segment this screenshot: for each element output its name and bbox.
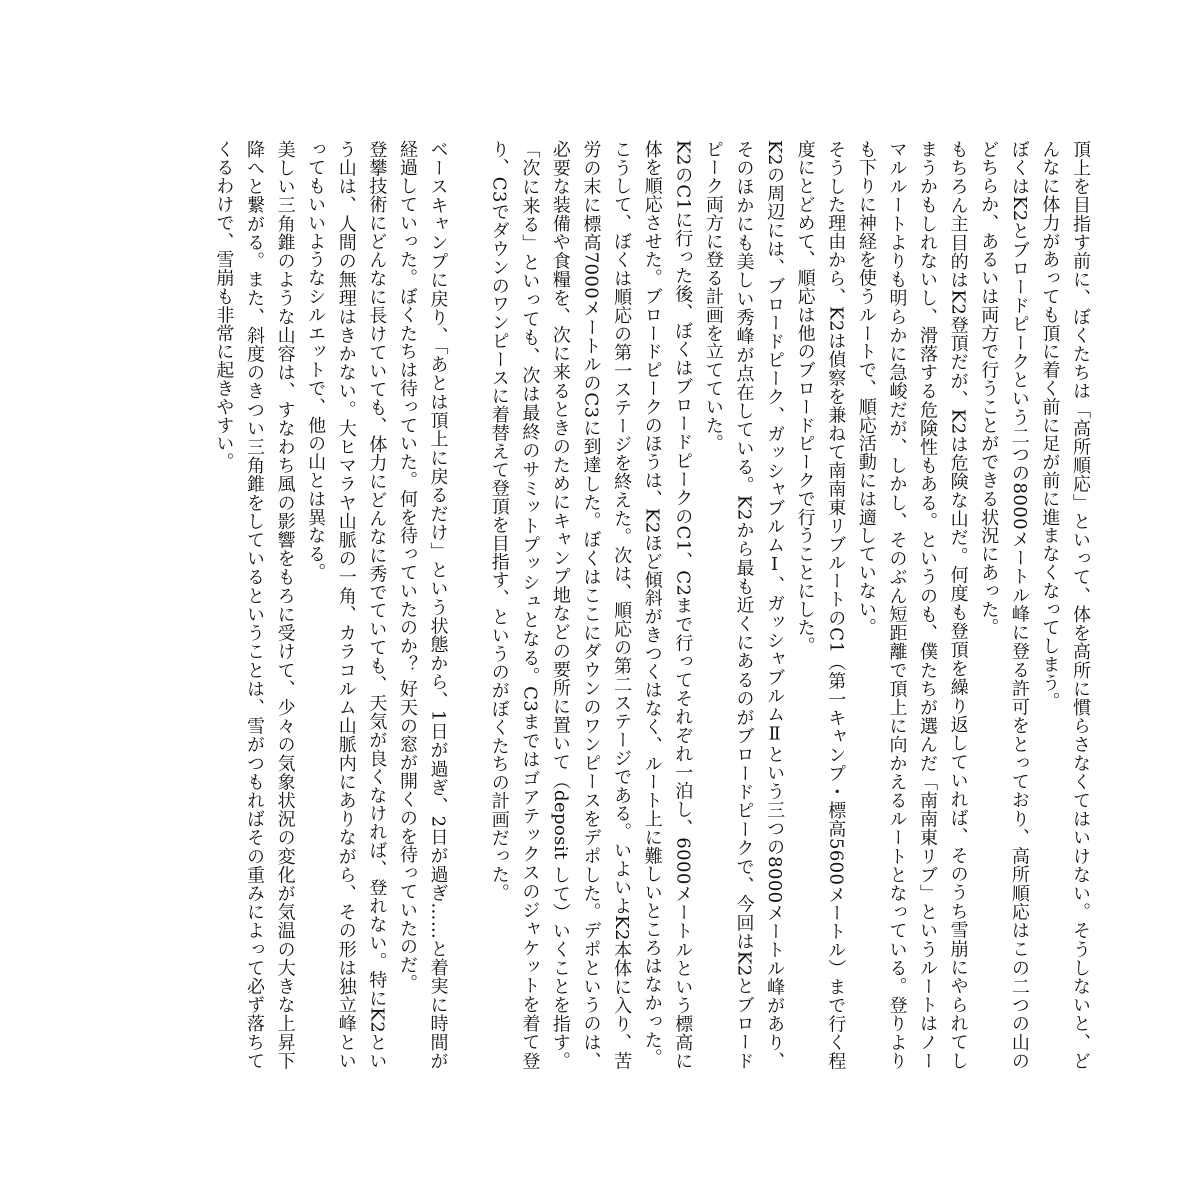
paragraph-1: 頂上を目指す前に、ぼくたちは「高所順応」といって、体を高所に慣らさなくてはいけない。そうしないと、どんなに体力があっても頂に着く前に足が前に進まなくなってしまう。	[1039, 140, 1091, 1070]
paragraph-5: K2の周辺には、ブロードピーク、ガッシャブルムⅠ、ガッシャブルムⅡという三つの8000メートル峰があり、そのほかにも美しい秀峰が点在している。K2から最も近くにあるのがブロードピークで、今回はK2とブロードピーク両方に登る計画を立てていた。	[702, 140, 786, 1070]
paragraph-3: もちろん主目的はK2登頂だが、K2は危険な山だ。何度も登頂を繰り返していれば、そのうち雪崩にやられてしまうかもしれないし、滑落する危険性もある。というのも、僕たちが選んだ「南南東リブ」というルートはノーマルルートよりも明らかに急峻だが、しかし、そのぶん短距離で頂上に向かえるルートとなっている。登りよりも下りに神経を使うルートで、順応活動には適していない。	[855, 140, 969, 1070]
paragraph-4: そうした理由から、K2は偵察を兼ねて南南東リブルートのC1（第一キャンプ・標高5600メートル）まで行く程度にとどめて、順応は他のブロードピークで行うことにした。	[794, 140, 847, 1070]
section-break	[453, 140, 484, 1070]
paragraph-6: K2のC1に行った後、ぼくはブロードピークのC1、C2まで行ってそれぞれ一泊し、6000メートルという標高に体を順応させた。ブロードピークのほうは、K2ほど傾斜がきつくはなく、ルート上に難しいところはなかった。	[641, 140, 694, 1070]
paragraph-8: ベースキャンプに戻り、「あとは頂上に戻るだけ」という状態から、1日が過ぎ、2日が過ぎ……と着実に時間が経過していった。ぼくたちは待っていた。何を待っていたのか？ 好天の窓が開くのを待っていたのだ。	[396, 140, 449, 1070]
paragraph-2: ぼくはK2とブロードピークという二つの8000メートル峰に登る許可をとっており、高所順応はこの二つの山のどちらか、あるいは両方で行うことができる状況にあった。	[978, 140, 1030, 1070]
paragraph-10: 美しい三角錐のような山容は、すなわち風の影響をもろに受けて、少々の気象状況の変化が気温の大きな上昇下降へと繋がる。また、斜度のきつい三角錐をしているということは、雪がつもればその重みによって必ず落ちてくるわけで、雪崩も非常に起きやすい。	[213, 140, 296, 1070]
paragraph-7: こうして、ぼくは順応の第一ステージを終えた。次は、順応の第二ステージである。いよいよK2本体に入り、苦労の末に標高7000メートルのC3に到達した。ぼくはここにダウンのワンピースをデポした。デポというのは、必要な装備や食糧を、次に来るときのためにキャンプ地などの要所に置いて（deposit して）いくことを指す。「次に来る」といっても、次は最終のサミットプッシュとなる。C3まではゴアテックスのジャケットを着て登り、C3でダウンのワンピースに着替えて登頂を目指す、というのがぼくたちの計画だった。	[488, 140, 633, 1070]
vertical-text-page	[110, 140, 1095, 1070]
paragraph-9: 登攀技術にどんなに長けていても、体力にどんなに秀でていても、天気が良くなければ、登れない。特にK2という山は、人間の無理はきかない。大ヒマラヤ山脈の一角、カラコルム山脈内にありながら、その形は独立峰といってもいいようなシルエットで、他の山とは異なる。	[305, 140, 388, 1070]
